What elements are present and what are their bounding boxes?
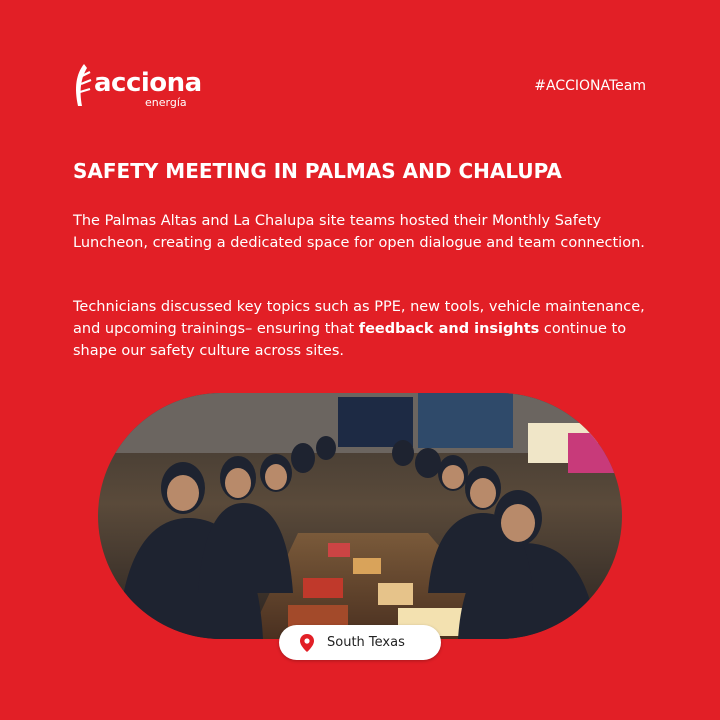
details-text-end: continue to shape our safety culture across sites. [73,321,627,359]
map-pin-icon [299,633,315,653]
brand-name: acciona [94,68,202,98]
details-text-start: Technicians discussed key topics such as PPE, new tools, vehicle maintenance, and upcoming trainings– ensuring that [73,299,645,337]
location-label: South Texas [327,635,405,650]
acciona-leaf-icon [72,62,94,108]
post-title: SAFETY MEETING IN PALMAS AND CHALUPA [73,159,562,183]
hashtag: #ACCIONATeam [534,78,646,94]
team-photo [98,393,622,639]
details-paragraph [73,296,663,362]
brand-subtitle: energía [145,96,187,109]
details-text-bold: feedback and insights [358,321,540,337]
acciona-energia-logo [72,58,202,110]
location-badge [279,625,441,660]
intro-paragraph: The Palmas Altas and La Chalupa site teams hosted their Monthly Safety Luncheon, creating a dedicated space for open dialogue and team connection. [73,213,645,251]
